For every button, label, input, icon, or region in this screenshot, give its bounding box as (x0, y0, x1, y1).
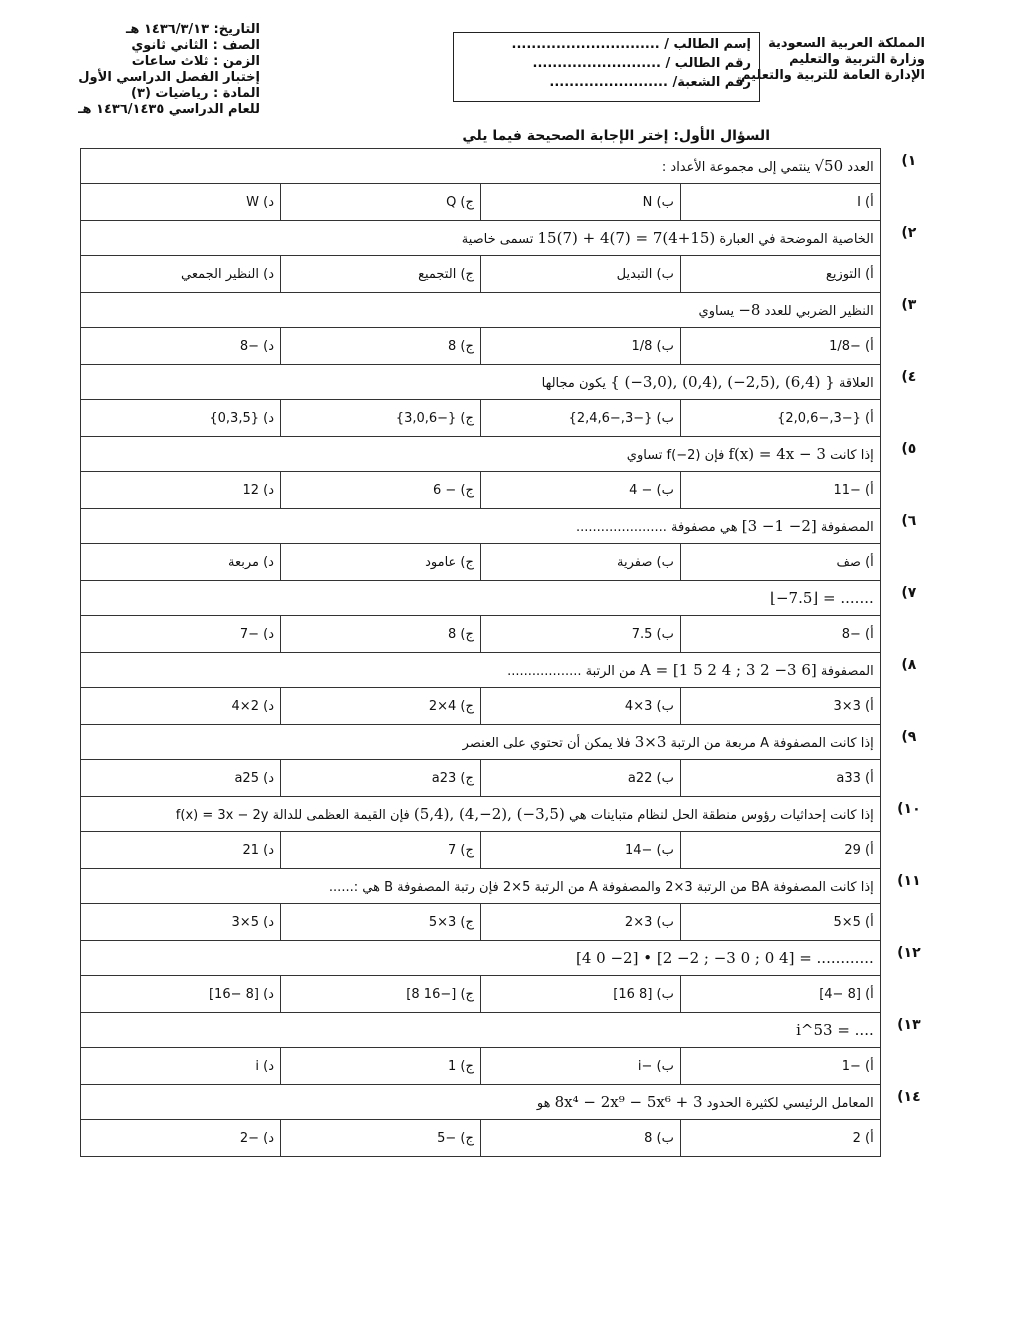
answer-option[interactable] (280, 832, 480, 869)
options-row (81, 472, 938, 509)
question-pre: إذا كانت المصفوفة BA من الرتبة 3×2 والمصفوفة A من الرتبة 5×2 فإن رتبة المصفوفة B هي (362, 880, 874, 895)
answer-option[interactable] (680, 1120, 880, 1157)
answer-option[interactable] (680, 256, 880, 293)
answer-option-label: أ) التوزيع (825, 266, 874, 282)
answer-option-label: أ) −1/8 (829, 338, 874, 354)
answer-option-label: أ) {−3,−2,0,6} (777, 410, 874, 426)
answer-option-label: ج) Q (446, 194, 474, 210)
question-text (81, 941, 881, 976)
answer-option[interactable] (680, 328, 880, 365)
answer-option-label: أ) 2 (852, 1130, 874, 1146)
answer-option-label: ب) التبديل (616, 266, 674, 282)
answer-option[interactable] (480, 904, 680, 941)
question-row (81, 869, 938, 904)
question-math: 15(7) + 4(7) = 7(4+15) (537, 229, 716, 247)
answer-option[interactable] (680, 688, 880, 725)
question-number: ١) (901, 152, 917, 169)
question-text (81, 509, 881, 544)
question-pre: المصفوفة (820, 664, 874, 679)
answer-option[interactable] (81, 184, 281, 221)
question-text (81, 869, 881, 904)
question-math: (5,4), (4,−2), (−3,5) (413, 805, 565, 823)
question-text (81, 1013, 881, 1048)
question-math: ⌊−7.5⌋ = ....... (770, 589, 874, 607)
question-pre: العلاقة (838, 376, 874, 391)
question-row (81, 293, 938, 328)
answer-option[interactable] (280, 400, 480, 437)
answer-option[interactable] (680, 544, 880, 581)
question-number: ١٣) (897, 1016, 921, 1033)
question-pre: إذا كانت إحداثيات رؤوس منطقة الحل لنظام متباينات هي (568, 808, 874, 823)
answer-option[interactable] (81, 1120, 281, 1157)
answer-option-label: ج) عامود (425, 554, 474, 570)
question-row (81, 653, 938, 688)
answer-option-label: ج) التجميع (418, 266, 474, 282)
answer-option[interactable] (680, 616, 880, 653)
options-row (81, 904, 938, 941)
options-row (81, 328, 938, 365)
answer-option-label: ج) 1 (448, 1058, 474, 1074)
question-row (81, 509, 938, 544)
student-number-field[interactable]: رقم الطالب / .......................... (532, 56, 751, 71)
answer-option[interactable] (480, 184, 680, 221)
answer-option[interactable] (81, 832, 281, 869)
answer-option[interactable] (480, 832, 680, 869)
answer-option-label: أ) 5×5 (833, 914, 874, 930)
answer-option-label: د) [8 −16] (208, 986, 274, 1002)
question-number: ١٠) (897, 800, 921, 817)
answer-option-label: د) مربعة (227, 554, 274, 570)
question-post: ينتمي إلى مجموعة الأعداد : (661, 160, 811, 175)
question-row (81, 797, 938, 832)
answer-option[interactable] (480, 1120, 680, 1157)
answer-option-label: ب) − 4 (629, 482, 674, 498)
answer-option[interactable] (480, 256, 680, 293)
header-line: المملكة العربية السعودية (768, 36, 925, 51)
header-exam-info (70, 22, 260, 118)
answer-option-label: ب) 7.5 (631, 626, 674, 642)
header-line: للعام الدراسي ١٤٣٦/١٤٣٥ هـ (78, 102, 260, 117)
answer-option[interactable] (680, 1048, 880, 1085)
question-math: √50 (814, 157, 844, 175)
answer-option-label: د) −7 (239, 626, 274, 642)
answer-option[interactable] (280, 1048, 480, 1085)
question-number: ١١) (897, 872, 921, 889)
answer-option[interactable] (81, 328, 281, 365)
question-pre: الخاصية الموضحة في العبارة (719, 232, 874, 247)
answer-option[interactable] (480, 760, 680, 797)
section-title: السؤال الأول: إختر الإجابة الصحيحة فيما يلي (462, 128, 770, 144)
answer-option-label: د) i (255, 1058, 274, 1074)
answer-option-label: ب) 3×4 (624, 698, 674, 714)
answer-option-label: ب) صفرية (617, 554, 674, 570)
answer-option-label: ب) [8 16] (613, 986, 674, 1002)
options-row (81, 688, 938, 725)
question-pre: إذا كانت (830, 448, 874, 463)
options-row (81, 832, 938, 869)
answer-option-label: أ) −11 (833, 482, 874, 498)
answer-option[interactable] (280, 1120, 480, 1157)
question-math: [4 0 −2] • [2 −2 ; −3 0 ; 0 4] = ............ (576, 949, 874, 967)
header-line: وزارة التربية والتعليم (789, 52, 925, 67)
question-number: ٦) (901, 512, 917, 529)
answer-option[interactable] (280, 760, 480, 797)
answer-option-label: د) −2 (239, 1130, 274, 1146)
header-ministry (741, 36, 925, 84)
answer-option[interactable] (81, 472, 281, 509)
answer-option-label: د) 12 (242, 482, 274, 498)
question-number: ١٤) (897, 1088, 921, 1105)
answer-option-label: أ) صف (836, 554, 874, 570)
answer-option[interactable] (480, 616, 680, 653)
answer-option-label: د) a25 (234, 770, 274, 786)
question-row (81, 581, 938, 616)
question-row (81, 437, 938, 472)
answer-option[interactable] (280, 328, 480, 365)
answer-option-label: ب) 1/8 (631, 338, 674, 354)
question-math: 3×3 (634, 733, 667, 751)
answer-option-label: د) 2×4 (231, 698, 274, 714)
answer-option-label: د) {0,3,5} (209, 410, 274, 426)
question-post: فلا يمكن أن تحتوي على العنصر (462, 736, 631, 751)
question-text (81, 725, 881, 760)
question-number: ٣) (901, 296, 917, 313)
answer-option[interactable] (280, 256, 480, 293)
answer-option-label: ب) N (642, 194, 674, 210)
question-pre: المصفوفة (820, 520, 874, 535)
question-row (81, 149, 938, 184)
answer-option[interactable] (81, 400, 281, 437)
question-post: :...... (328, 880, 359, 895)
answer-option[interactable] (680, 400, 880, 437)
question-math: [3 −1 −2] (741, 517, 817, 535)
question-post: يكون مجالها (541, 376, 607, 391)
options-row (81, 400, 938, 437)
answer-option[interactable] (280, 184, 480, 221)
options-row (81, 976, 938, 1013)
section-number-field[interactable]: رقم الشعبة/ ........................ (549, 75, 751, 90)
question-text (81, 293, 881, 328)
answer-option-label: ب) −14 (624, 842, 674, 858)
answer-option[interactable] (480, 472, 680, 509)
question-post: فإن f(−2) تساوي (626, 448, 725, 463)
answer-option[interactable] (280, 976, 480, 1013)
answer-option-label: د) W (246, 194, 274, 210)
answer-option-label: أ) [8 −4] (819, 986, 874, 1002)
header-line: المادة : رياضيات (٣) (131, 86, 260, 101)
answer-option-label: د) 5×3 (231, 914, 274, 930)
question-pre: النظير الضربي للعدد (764, 304, 874, 319)
question-pre: المعامل الرئيسي لكثيرة الحدود (706, 1096, 874, 1111)
answer-option-label: ج) 8 (448, 338, 474, 354)
student-info-box (453, 32, 760, 102)
answer-option[interactable] (480, 1048, 680, 1085)
question-post: هو (536, 1096, 551, 1111)
answer-option[interactable] (81, 256, 281, 293)
question-number: ١٢) (897, 944, 921, 961)
header-line: الصف : الثاني ثانوي (131, 38, 260, 53)
answer-option-label: ب) −i (637, 1058, 674, 1074)
question-number: ٥) (901, 440, 917, 457)
answer-option-label: ج) a23 (431, 770, 474, 786)
question-number: ٤) (901, 368, 917, 385)
question-post: فإن القيمة العظمى للدالة f(x) = 3x − 2y (175, 808, 410, 823)
answer-option[interactable] (480, 544, 680, 581)
options-row (81, 1120, 938, 1157)
question-math: 8x⁴ − 2x⁹ − 5x⁶ + 3 (554, 1093, 703, 1111)
answer-option-label: أ) 3×3 (833, 698, 874, 714)
question-text (81, 365, 881, 400)
answer-option-label: ج) [−16 8] (406, 986, 474, 1002)
answer-option-label: أ) −8 (841, 626, 874, 642)
answer-option-label: ج) 7 (448, 842, 474, 858)
exam-table (80, 148, 937, 1157)
answer-option-label: ج) 8 (448, 626, 474, 642)
answer-option[interactable] (81, 688, 281, 725)
answer-option-label: د) النظير الجمعي (181, 266, 274, 282)
answer-option[interactable] (480, 976, 680, 1013)
answer-option[interactable] (680, 472, 880, 509)
question-math: A = [1 5 2 4 ; 3 2 −3 6] (640, 661, 817, 679)
options-row (81, 760, 938, 797)
options-row (81, 256, 938, 293)
options-row (81, 1048, 938, 1085)
question-text (81, 1085, 881, 1120)
answer-option[interactable] (81, 904, 281, 941)
answer-option[interactable] (480, 328, 680, 365)
question-row (81, 1013, 938, 1048)
question-post: تسمى خاصية (461, 232, 534, 247)
question-row (81, 1085, 938, 1120)
answer-option[interactable] (280, 544, 480, 581)
answer-option-label: ج) 4×2 (428, 698, 474, 714)
question-pre: إذا كانت المصفوفة A مربعة من الرتبة (670, 736, 874, 751)
question-row (81, 221, 938, 256)
answer-option[interactable] (480, 400, 680, 437)
answer-option[interactable] (280, 616, 480, 653)
answer-option-label: ب) 3×2 (624, 914, 674, 930)
question-math: i^53 = .... (796, 1021, 874, 1039)
question-math: −8 (738, 301, 761, 319)
question-row (81, 725, 938, 760)
question-number: ٩) (901, 728, 917, 745)
answer-option[interactable] (680, 832, 880, 869)
options-row (81, 616, 938, 653)
question-math: { (−3,0), (0,4), (−2,5), (6,4) } (610, 373, 835, 391)
question-post: من الرتبة .................. (507, 664, 636, 679)
answer-option-label: ج) − 6 (433, 482, 474, 498)
answer-option-label: د) 21 (242, 842, 274, 858)
answer-option[interactable] (81, 544, 281, 581)
answer-option[interactable] (680, 760, 880, 797)
answer-option[interactable] (81, 616, 281, 653)
question-text (81, 149, 881, 184)
question-number: ٢) (901, 224, 917, 241)
question-number: ٨) (901, 656, 917, 673)
question-text (81, 797, 881, 832)
answer-option-label: أ) −1 (841, 1058, 874, 1074)
answer-option-label: أ) 29 (844, 842, 874, 858)
answer-option-label: ب) {−3,−2,4,6} (568, 410, 674, 426)
header-line: الإدارة العامة للتربية والتعليم (740, 68, 925, 83)
question-text (81, 653, 881, 688)
header-line: إختبار الفصل الدراسي الأول (78, 70, 260, 85)
question-text (81, 437, 881, 472)
student-name-field[interactable]: إسم الطالب / .............................. (511, 37, 751, 52)
question-post: هي مصفوفة ...................... (576, 520, 738, 535)
answer-option-label: ج) {−3,0,6} (395, 410, 474, 426)
answer-option-label: ج) −5 (437, 1130, 474, 1146)
question-text (81, 581, 881, 616)
answer-option[interactable] (680, 904, 880, 941)
question-text (81, 221, 881, 256)
question-row (81, 365, 938, 400)
answer-option[interactable] (280, 472, 480, 509)
question-number: ٧) (901, 584, 917, 601)
answer-option[interactable] (81, 1048, 281, 1085)
answer-option[interactable] (81, 760, 281, 797)
options-row (81, 544, 938, 581)
question-row (81, 941, 938, 976)
answer-option[interactable] (280, 904, 480, 941)
question-math: f(x) = 4x − 3 (728, 445, 826, 463)
answer-option-label: ب) a22 (627, 770, 674, 786)
options-row (81, 184, 938, 221)
header-line: التاريخ: ١٤٣٦/٣/١٣ هـ (125, 22, 260, 37)
answer-option-label: أ) I (857, 194, 874, 210)
question-pre: العدد (847, 160, 874, 175)
answer-option[interactable] (480, 688, 680, 725)
answer-option[interactable] (680, 184, 880, 221)
answer-option-label: أ) a33 (836, 770, 874, 786)
answer-option[interactable] (81, 976, 281, 1013)
answer-option[interactable] (280, 688, 480, 725)
answer-option-label: ب) 8 (644, 1130, 674, 1146)
question-post: يساوي (698, 304, 735, 319)
answer-option-label: د) −8 (239, 338, 274, 354)
answer-option-label: ج) 3×5 (428, 914, 474, 930)
header-line: الزمن : ثلاث ساعات (131, 54, 260, 69)
answer-option[interactable] (680, 976, 880, 1013)
